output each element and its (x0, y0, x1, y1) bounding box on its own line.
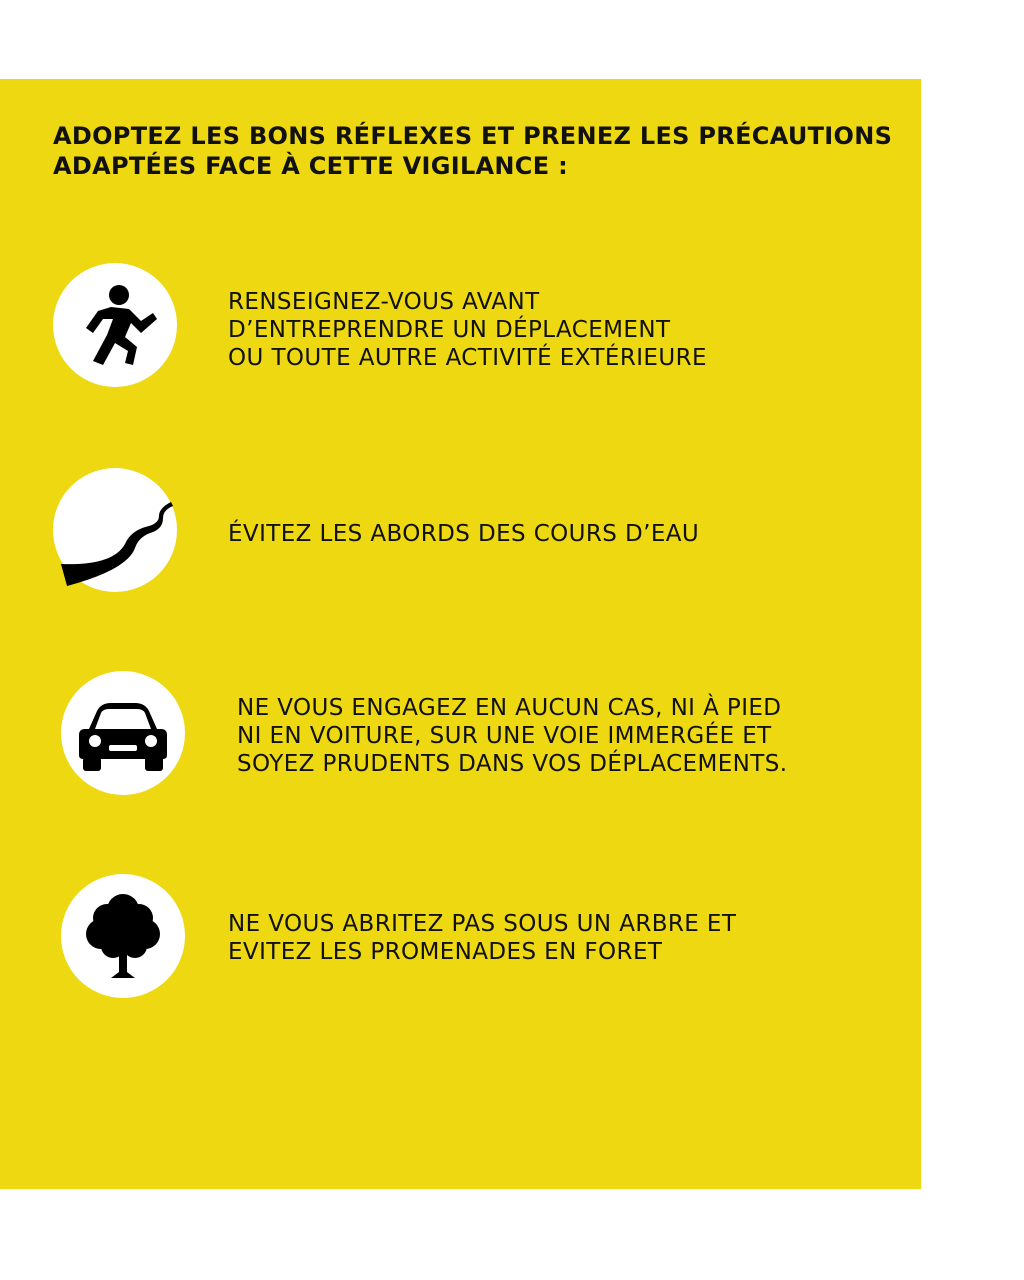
page-heading (53, 121, 913, 181)
tip-2-text: ÉVITEZ LES ABORDS DES COURS D’EAU (228, 521, 700, 547)
tip-3-text: NE VOUS ENGAGEZ EN AUCUN CAS, NI À PIED NI EN VOITURE, SUR UNE VOIE IMMERGÉE ET SOYEZ PRUDENTS DANS VOS DÉPLACEMENTS. (237, 695, 788, 777)
running-person-icon (53, 263, 177, 387)
tip-3-icon-circle (61, 671, 185, 795)
tip-1-text: RENSEIGNEZ-VOUS AVANT D’ENTREPRENDRE UN DÉPLACEMENT OU TOUTE AUTRE ACTIVITÉ EXTÉRIEURE (228, 289, 707, 371)
heading-line-2: ADAPTÉES FACE À CETTE VIGILANCE : (53, 152, 568, 180)
heading-line-1: ADOPTEZ LES BONS RÉFLEXES ET PRENEZ LES PRÉCAUTIONS (53, 122, 893, 150)
tip-2-icon-circle (53, 468, 177, 592)
tip-4-text: NE VOUS ABRITEZ PAS SOUS UN ARBRE ET EVITEZ LES PROMENADES EN FORET (228, 911, 737, 965)
tip-1-icon-circle (53, 263, 177, 387)
river-icon (53, 468, 177, 592)
tree-icon (61, 874, 185, 998)
tip-4-icon-circle (61, 874, 185, 998)
car-icon (61, 671, 185, 795)
yellow-panel (0, 79, 921, 1189)
